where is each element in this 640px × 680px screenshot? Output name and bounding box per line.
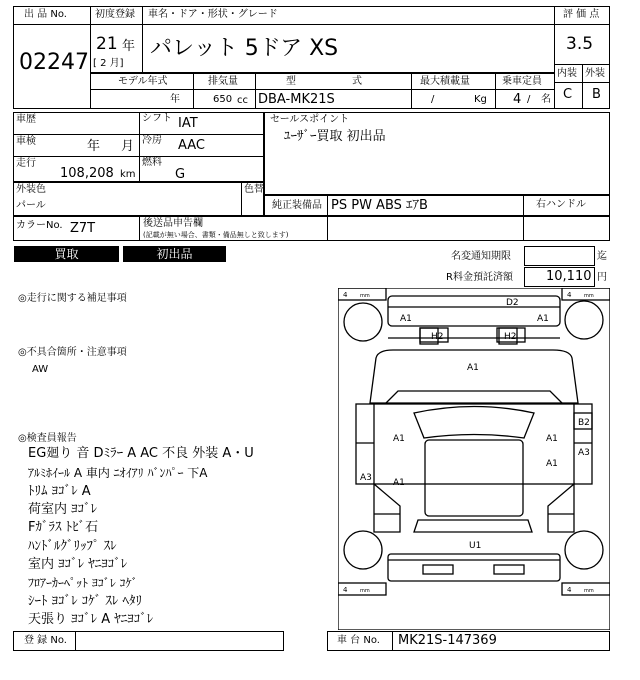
model-code: DBA-MK21S <box>258 92 335 107</box>
svg-text:mm: mm <box>360 293 370 299</box>
max-load-unit: Kg <box>474 94 487 105</box>
inspection-month: 月 <box>121 139 135 154</box>
recycle-unit: 円 <box>597 272 607 283</box>
mark-a1-left-rear: A1 <box>393 478 405 488</box>
first-reg-label: 初度登録 <box>95 9 135 20</box>
supplement-title: ◎走行に関する補足事項 <box>18 293 127 304</box>
car-damage-diagram <box>338 288 610 630</box>
mark-a1-front-right: A1 <box>537 314 549 324</box>
name-change-unit: 迄 <box>597 251 607 262</box>
lot-number: 02247 <box>19 50 89 75</box>
mark-a3-left: A3 <box>360 473 372 483</box>
mark-d2: D2 <box>506 298 519 308</box>
tire-depth-rl: 4 <box>343 586 348 594</box>
capacity-value: 4 <box>513 92 522 107</box>
car-name: パレット 5ドア XS <box>150 36 339 61</box>
name-change-label: 名変通知期限 <box>451 251 511 262</box>
model-year-label: モデル年式 <box>118 76 168 87</box>
model-year-unit: 年 <box>170 94 180 105</box>
tire-depth-rr: 4 <box>567 586 572 594</box>
mark-a3-right: A3 <box>578 448 590 458</box>
recycle-label: R料金預託済額 <box>446 272 513 283</box>
sales-point-value: ﾕｰｻﾞｰ買取 初出品 <box>284 129 386 144</box>
mileage-value: 108,208 <box>60 166 114 181</box>
chassis-label: 車 台 No. <box>337 635 380 646</box>
recycle-amount: 10,110 <box>546 269 592 284</box>
score-label: 評 価 点 <box>563 9 600 20</box>
shift-value: IAT <box>178 116 198 131</box>
inspector-line: EG廻り 音 Dﾐﾗｰ A AC 不良 外装 A・U <box>28 446 254 461</box>
reg-year-unit: 年 <box>122 39 136 54</box>
svg-text:mm: mm <box>584 588 594 594</box>
equipment-label: 純正装備品 <box>272 200 322 211</box>
displacement-unit: cc <box>237 95 248 106</box>
equipment-value: PS PW ABS ｴｱB <box>331 198 428 213</box>
tire-depth-fr: 4 <box>567 291 572 299</box>
mark-a1-right-rear: A1 <box>546 459 558 469</box>
aircon-label: 冷房 <box>142 135 162 146</box>
mark-h2-left: H2 <box>431 332 444 342</box>
reg-month: [ 2 月] <box>93 58 124 69</box>
mark-a1-right-door: A1 <box>546 434 558 444</box>
history-label: 車歴 <box>16 114 36 125</box>
chassis-number: MK21S-147369 <box>398 633 497 648</box>
max-load-label: 最大積載量 <box>420 76 470 87</box>
color-no-label: カラーNo. <box>16 220 63 231</box>
mark-a1-hood: A1 <box>467 363 479 373</box>
color-no-box <box>13 216 610 241</box>
interior-grade: C <box>563 87 573 102</box>
name-change-box <box>524 246 595 266</box>
inspector-line: ﾄﾘﾑ ﾖｺﾞﾚ A <box>28 484 91 499</box>
svg-text:mm: mm <box>360 588 370 594</box>
capacity-sep: / <box>527 94 531 105</box>
ext-color-box <box>13 182 264 216</box>
svg-text:mm: mm <box>584 293 594 299</box>
inspection-label: 車検 <box>16 136 36 147</box>
inspector-line: 室内 ﾖｺﾞﾚ ﾔﾆﾖｺﾞﾚ <box>28 557 128 572</box>
mark-b2: B2 <box>578 418 590 428</box>
inspector-line: 天張り ﾖｺﾞﾚ A ﾔﾆﾖｺﾞﾚ <box>28 612 154 627</box>
ext-color-value: パール <box>16 200 46 211</box>
defect-title: ◎不具合箇所・注意事項 <box>18 347 127 358</box>
mark-u1: U1 <box>469 541 482 551</box>
mileage-label: 走行 <box>16 158 36 169</box>
displacement-label: 排気量 <box>208 76 238 87</box>
inspector-title: ◎検査員報告 <box>18 433 77 444</box>
shift-label: シフト <box>142 113 172 124</box>
capacity-unit: 名 <box>541 94 551 105</box>
interior-label: 内装 <box>557 68 577 79</box>
model-label-2: 式 <box>352 76 362 87</box>
inspector-line: ｱﾙﾐﾎｲｰﾙ A 車内 ﾆｵｲｱﾘ ﾊﾞﾝﾊﾟｰ 下A <box>28 466 208 480</box>
reg-no-label: 登 録 No. <box>24 635 67 646</box>
color-no-value: Z7T <box>70 221 96 236</box>
exterior-grade: B <box>592 87 601 102</box>
inspector-line: ｼｰﾄ ﾖｺﾞﾚ ｺｹﾞ ｽﾚ ﾍﾀﾘ <box>28 594 143 609</box>
tire-depth-fl: 4 <box>343 291 348 299</box>
ext-color-label: 外装色 <box>16 184 46 195</box>
inspection-year: 年 <box>87 139 101 154</box>
steering-value: 右ハンドル <box>536 199 586 210</box>
inspector-line: 荷室内 ﾖｺﾞﾚ <box>28 502 98 517</box>
mark-a1-left-door: A1 <box>393 434 405 444</box>
sales-point-label: セールスポイント <box>270 114 350 125</box>
reg-year: 21 <box>96 34 118 54</box>
model-label: 型 <box>286 76 296 87</box>
exterior-label: 外装 <box>585 68 605 79</box>
capacity-label: 乗車定員 <box>502 76 542 87</box>
post-doc-note: (記載が無い場合、書類・備品無しと致します) <box>143 231 289 239</box>
inspector-line: Fｶﾞﾗｽ ﾄﾋﾞ石 <box>28 520 99 535</box>
score-value: 3.5 <box>566 34 594 54</box>
buyback-tag: 買取 <box>14 246 119 262</box>
displacement-value: 650 <box>213 94 233 105</box>
inspector-line: ﾊﾝﾄﾞﾙｸﾞﾘｯﾌﾟ ｽﾚ <box>28 539 117 554</box>
fuel-label: 燃料 <box>142 157 162 168</box>
mileage-unit: km <box>120 169 136 180</box>
fuel-value: G <box>175 167 186 182</box>
post-doc-label: 後送品申告欄 <box>143 218 203 229</box>
lot-label: 出 品 No. <box>24 9 67 20</box>
aircon-value: AAC <box>178 138 205 153</box>
first-listing-tag: 初出品 <box>123 246 226 262</box>
color-change-label: 色替 <box>244 184 264 195</box>
defect-value: AW <box>32 364 49 375</box>
max-load-value: / <box>431 94 435 105</box>
inspector-line: ﾌﾛｱｰｶｰﾍﾟｯﾄ ﾖｺﾞﾚ ｺｹﾞ <box>28 576 138 590</box>
mark-h2-right: H2 <box>504 332 517 342</box>
car-name-label: 車名・ドア・形状・グレード <box>148 9 278 20</box>
mark-a1-front-left: A1 <box>400 314 412 324</box>
